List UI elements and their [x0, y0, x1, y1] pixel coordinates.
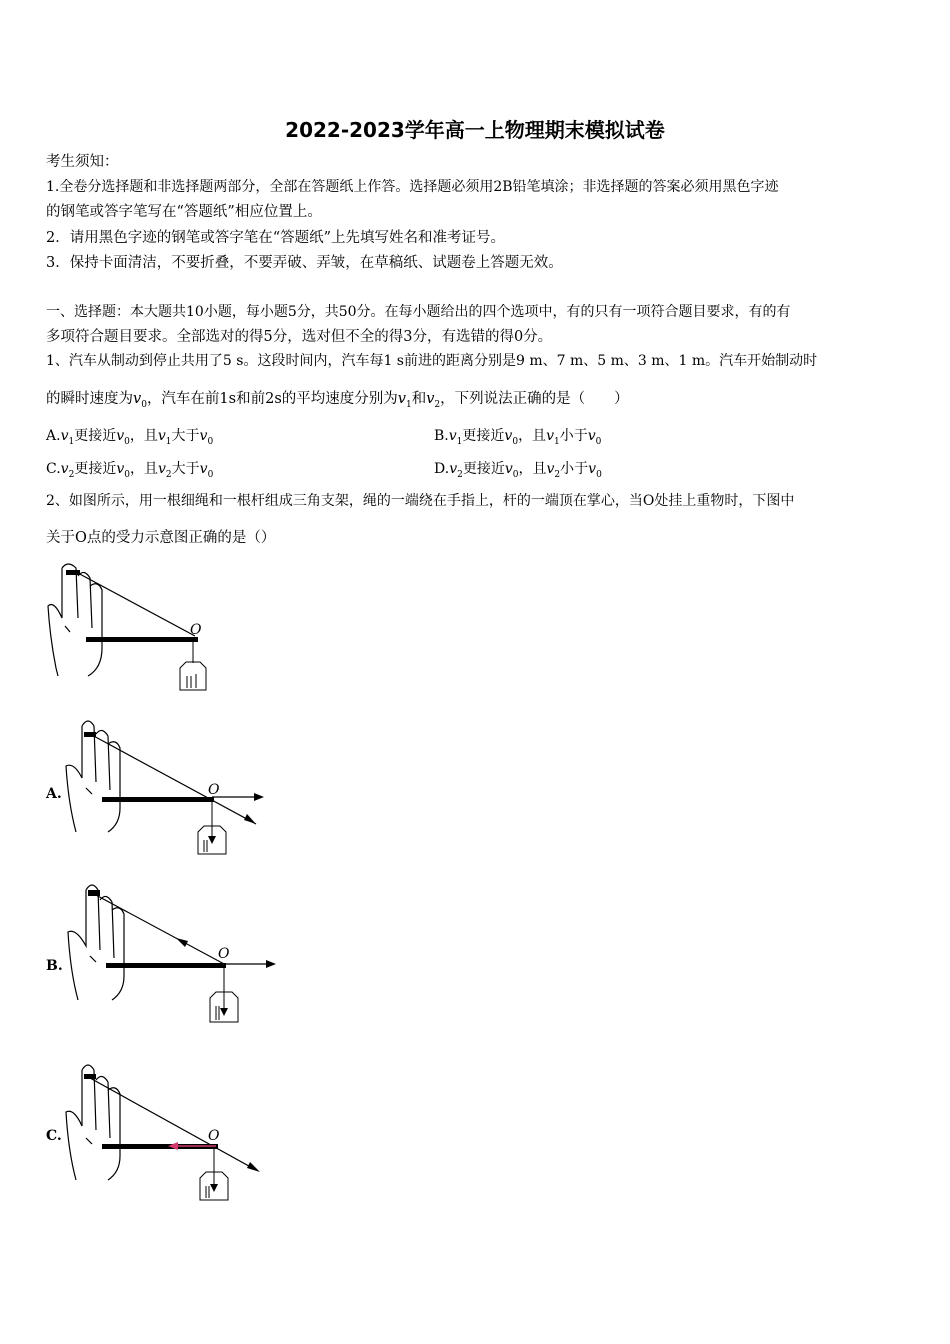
- svg-text:O: O: [208, 782, 220, 798]
- page-title: 2022-2023学年高一上物理期末模拟试卷: [285, 118, 665, 142]
- q1-option-a[interactable]: $A.v_1$更接近$v_0$，且$v_1$大于$v_0$: [46, 428, 214, 447]
- point-o-label: O: [190, 622, 202, 638]
- q1-line2: 的瞬时速度为$v_0$，汽车在前1s和前2s的平均速度分别为$v_1$和$v_2$，下列说法正确的是（ ）: [46, 391, 629, 410]
- q1-line1: 1、汽车从制动到停止共用了5 s。这段时间内，汽车每1 s前进的距离分别是9 m、7 m、5 m、3 m、1 m。汽车开始制动时: [46, 353, 818, 369]
- notice-item3: 3．保持卡面清洁，不要折叠，不要弄破、弄皱，在草稿纸、试题卷上答题无效。: [46, 255, 563, 271]
- q1-option-c[interactable]: $C.v_2$更接近$v_0$，且$v_2$大于$v_0$: [46, 461, 214, 480]
- figure-b-label: B.: [46, 958, 63, 974]
- q2-line1: 2、如图所示，用一根细绳和一根杆组成三角支架，绳的一端绕在手指上，杆的一端顶在掌心，当O处挂上重物时，下图中: [46, 493, 795, 509]
- q2-line2: 关于O点的受力示意图正确的是（）: [46, 530, 276, 546]
- support-frame-figure: [40, 558, 230, 698]
- q1-option-b[interactable]: $B.v_1$更接近$v_0$，且$v_1$小于$v_0$: [434, 428, 602, 447]
- figure-a-label: A.: [46, 786, 62, 802]
- figure-b[interactable]: [60, 876, 280, 1026]
- section1-line2: 多项符合题目要求。全部选对的得5分，选对但不全的得3分，有选错的得0分。: [46, 329, 553, 345]
- notice-item2: 2．请用黑色字迹的钢笔或答字笔在“答题纸”上先填写姓名和准考证号。: [46, 230, 506, 246]
- svg-text:O: O: [208, 1128, 220, 1144]
- notice-heading: 考生须知：: [46, 154, 119, 170]
- figure-a[interactable]: [60, 712, 270, 857]
- q1-option-d[interactable]: $D.v_2$更接近$v_0$，且$v_2$小于$v_0$: [434, 461, 602, 480]
- svg-text:O: O: [218, 946, 230, 962]
- figure-c-label: C.: [46, 1128, 62, 1144]
- figure-c[interactable]: [60, 1058, 270, 1208]
- section1-line1: 一、选择题：本大题共10小题，每小题5分，共50分。在每小题给出的四个选项中，有的只有一项符合题目要求，有的有: [46, 304, 791, 320]
- notice-item1-line2: 的钢笔或答字笔写在“答题纸”相应位置上。: [46, 204, 322, 220]
- notice-item1-line1: 1.全卷分选择题和非选择题两部分，全部在答题纸上作答。选择题必须用2B铅笔填涂；非选择题的答案必须用黑色字迹: [46, 179, 779, 195]
